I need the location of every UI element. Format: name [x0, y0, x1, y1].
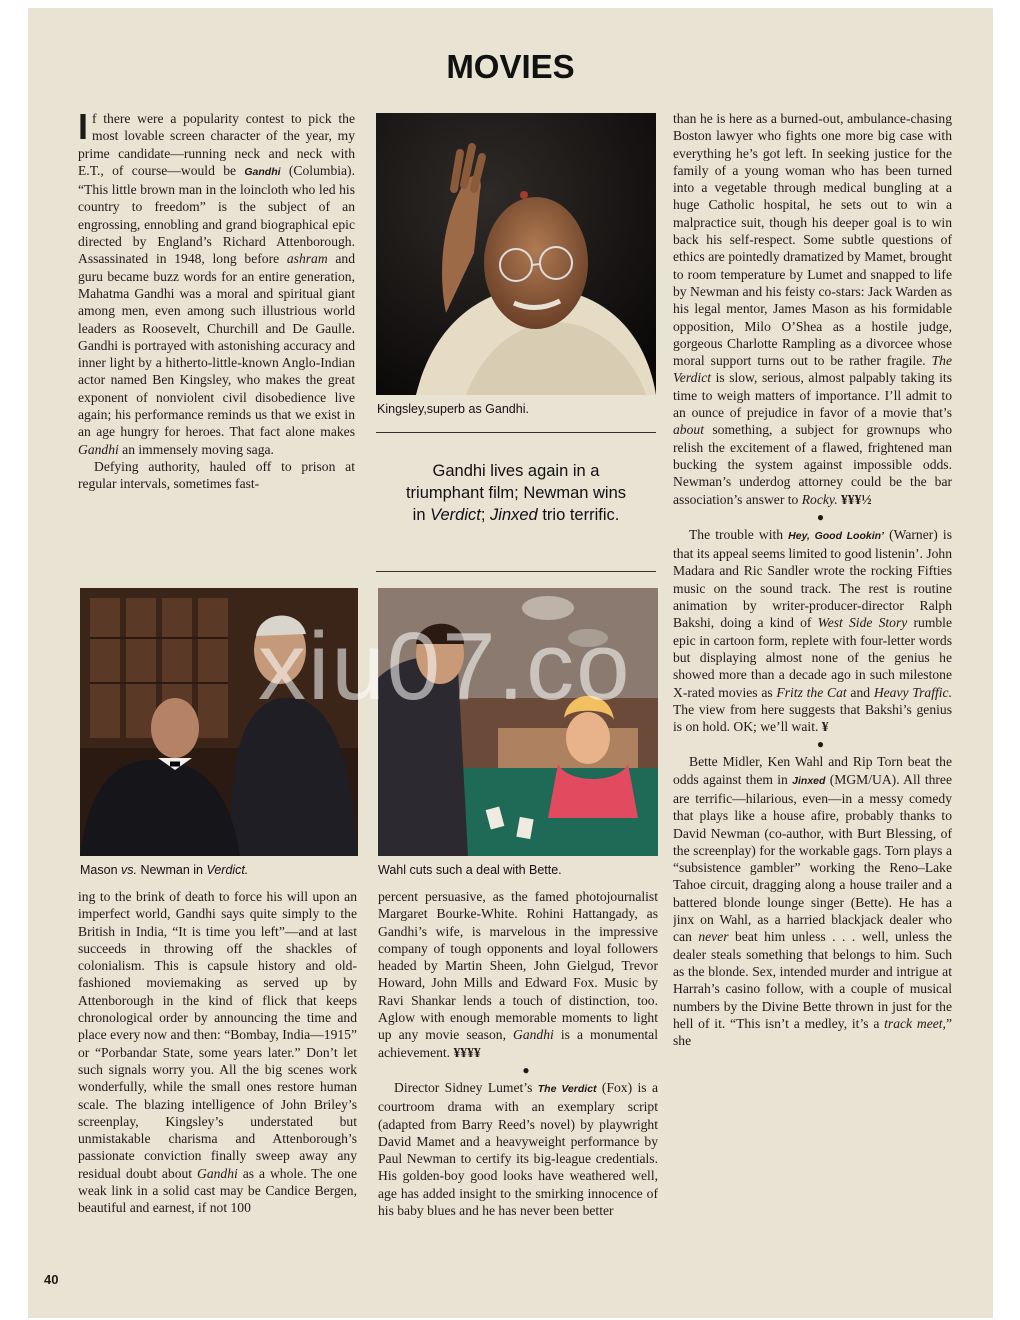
film-title: Jinxed	[792, 774, 826, 787]
mason-newman-photo-image	[80, 588, 358, 856]
article-paragraph: percent persuasive, as the famed photojournalist Margaret Bourke-White. Rohini Hattangady, as Gandhi’s wife, is marvelous in the impressive company of tough opponents and loyal followers headed by Martin Sheen, John Gielgud, Trevor Howard, John Mills and Edward Fox. Music by Ravi Shankar lends a touch of distinction, too. Aglow with enough memorable moments to light up any movie season, Gandhi is a monumental achievement. ¥¥¥¥	[378, 889, 658, 1060]
drop-cap: I	[78, 110, 89, 147]
wahl-bette-photo-image	[378, 588, 658, 856]
article-paragraph: If there were a popularity contest to pick the most lovable screen character of the year, my prime candidate—running neck and neck with E.T., of course—would be Gandhi (Columbia). “This little brown man in the loincloth who led his country to freedom” is the subject of an engrossing, ennobling and grand biographical epic directed by England’s Richard Attenborough. Assassinated in 1948, long before ashram and guru became buzz words for an entire generation, Mahatma Gandhi was a moral and spiritual giant among men, even among such illustrious world leaders as Roosevelt, Churchill and De Gaulle. Gandhi is portrayed with astonishing accuracy and inner light by a hitherto-little-known Anglo-Indian actor named Ben Kingsley, who makes the great exponent of nonviolent civil disobedience live again; his performance reminds us that we exist in an age hungry for heroes. That fact alone makes Gandhi an immensely moving saga.	[78, 110, 355, 457]
article-column-1-bottom	[78, 888, 357, 1284]
film-title: Gandhi	[244, 165, 281, 178]
article-column-1-top	[78, 110, 355, 584]
article-paragraph: ing to the brink of death to force his will upon an imperfect world, Gandhi says quite simply to the British in India, “It is time you left”—and at last succeeds in throwing off the shackles of colonialism. This is capsule history and old-fashioned moviemaking as served up by Attenborough in the kind of flick that keeps chronological order by announcing the time and place every now and then: “Bombay, India—1915” or “Porbandar State, some years later.” Don’t let such signals worry you. All the big scenes work wonderfully, while the small ones restore human scale. The blazing intelligence of John Briley’s screenplay, Kingsley’s understated but unmistakable charisma and Attenborough’s passionate conviction finally sweep away any residual doubt about Gandhi as a whole. The one weak link in a solid cast may be Candice Bergen, beautiful and earnest, if not 100	[78, 889, 357, 1216]
section-bullet: ●	[816, 509, 825, 524]
magazine-page	[28, 8, 993, 1318]
article-paragraph: than he is here as a burned-out, ambulance-chasing Boston lawyer who fights one more big case with everything he’s got left. In seeking justice for the family of a young woman who has been turned into a vegetable through medical bungling at a huge Catholic hospital, he sets out to win a malpractice suit, though his deeper goal is to win back his self-respect. Some subtle questions of ethics are pointedly dramatized by Mamet, brought to room temperature by Lumet and snapped to life by Newman and his feisty co-stars: Jack Warden as his legal mentor, James Mason as his formidable opposition, Milo O’Shea as a hostile judge, gorgeous Charlotte Rampling as a divorcee whose moral support turns out to be rather fragile. The Verdict is slow, serious, almost palpably taking its time to weigh matters of importance. I’ll admit to an ounce of prejudice in favor of a movie that’s about something, a subject for grownups who relish the excitement of a flawed, frightened man bucking the system against impossible odds. Newman’s underdog attorney could be the bar association’s answer to Rocky. ¥¥¥½	[673, 111, 952, 507]
photo-wahl-bette	[378, 588, 658, 856]
rating-stars: ¥¥¥½	[837, 491, 872, 507]
page-number: 40	[44, 1272, 59, 1287]
article-paragraph: Director Sidney Lumet’s The Verdict (Fox) is a courtroom drama with an exemplary script (adapted from Barry Reed’s novel) by playwright David Mamet and a heavyweight performance by Paul Newman to certify its big-league credentials. His golden-boy good looks have weathered well, age has added insight to the smirking innocence of his baby blues and he has never been better	[378, 1079, 658, 1219]
rating-stars: ¥	[821, 719, 829, 735]
pullquote-top-rule	[376, 432, 656, 433]
article-column-2-bottom	[378, 888, 658, 1284]
article-column-3	[673, 110, 952, 1284]
pull-quote: Gandhi lives again in a triumphant film; Newman wins in Verdict; Jinxed trio terrific.	[405, 462, 627, 524]
caption-mason-newman: Mason vs. Newman in Verdict.	[80, 863, 249, 877]
caption-wahl-bette: Wahl cuts such a deal with Bette.	[378, 863, 562, 877]
rating-stars: ¥¥¥¥	[453, 1044, 481, 1060]
film-title: Hey, Good Lookin’	[788, 529, 884, 542]
watermark: xiu07.co	[258, 613, 632, 720]
section-bullet: ●	[522, 1062, 530, 1077]
film-title: The Verdict	[537, 1082, 597, 1095]
gandhi-photo-image	[376, 113, 656, 395]
photo-gandhi	[376, 113, 656, 395]
section-title: MOVIES	[446, 48, 575, 85]
photo-mason-newman	[80, 588, 358, 856]
article-paragraph: The trouble with Hey, Good Lookin’ (Warner) is that its appeal seems limited to good listenin’. John Madara and Ric Sandler wrote the rocking Fifties music on the sound track. The rest is routine animation by writer-producer-director Ralph Bakshi, doing a kind of West Side Story rumble epic in cartoon form, replete with four-letter words but displaying almost none of the genius he showed more than a decade ago in such milestone X-rated movies as Fritz the Cat and Heavy Traffic. The view from here suggests that Bakshi’s genius is on hold. OK; we’ll wait. ¥	[673, 526, 952, 735]
pullquote-bottom-rule	[376, 571, 656, 572]
article-paragraph: Defying authority, hauled off to prison at regular intervals, sometimes fast-	[78, 458, 355, 492]
section-bullet: ●	[816, 737, 825, 752]
article-paragraph: Bette Midler, Ken Wahl and Rip Torn beat the odds against them in Jinxed (MGM/UA). All three are terrific—hilarious, even—in a messy comedy that plays like a house afire, probably thanks to David Newman (co-author, with Burt Blessing, of the screenplay) for the workable gags. Torn plays a “subsistence gambler” working the Reno–Lake Tahoe circuit, dragging along a house trailer and a battered blonde lounge singer (Bette). He has a jinx on Wahl, as a harried blackjack dealer who can never beat him unless . . . well, unless the dealer steals something that belongs to him. Such as the blonde. Sex, intended murder and intrigue at Harrah’s casino follow, with a couple of musical numbers by the Divine Bette thrown in just for the hell of it. “This isn’t a medley, it’s a track meet,” she	[673, 754, 952, 1049]
caption-gandhi: Kingsley,superb as Gandhi.	[377, 402, 529, 416]
